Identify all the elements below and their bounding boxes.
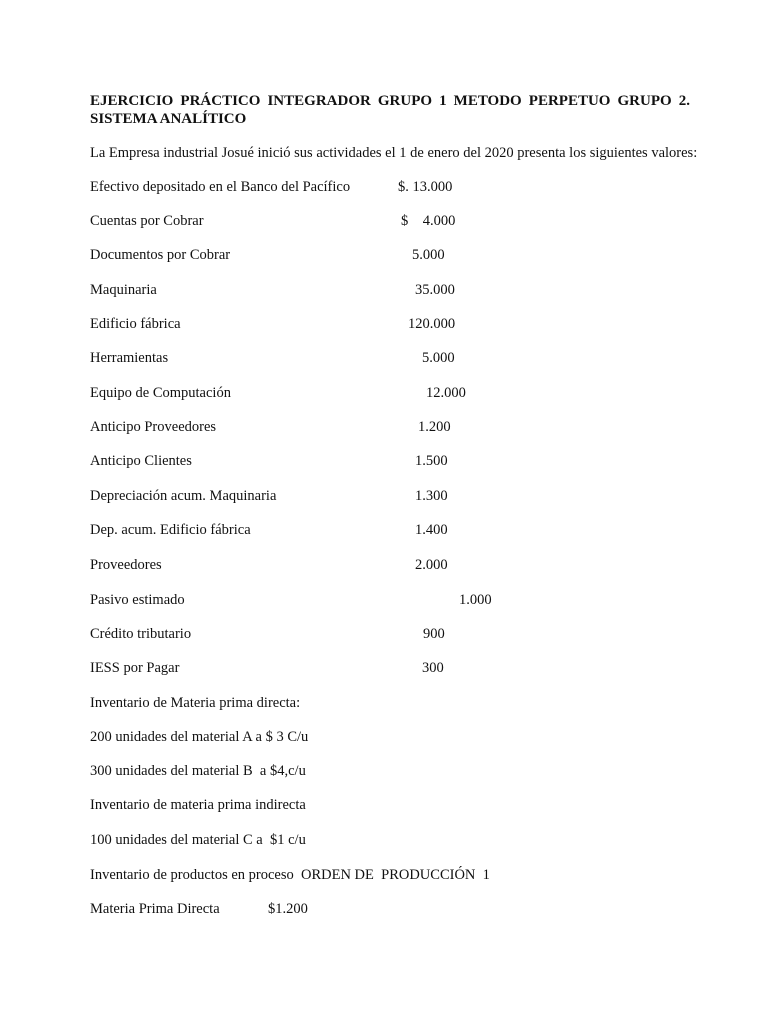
account-value: $ 4.000 — [401, 213, 456, 229]
inventory-line: 200 unidades del material A a $ 3 C/u — [90, 729, 309, 745]
account-label: IESS por Pagar — [90, 660, 180, 676]
materia-prima-label: Materia Prima Directa — [90, 901, 220, 917]
account-value: 300 — [422, 660, 444, 676]
account-value: 1.200 — [418, 419, 451, 435]
account-label: Herramientas — [90, 350, 169, 366]
inventory-line: 300 unidades del material B a $4,c/u — [90, 763, 306, 779]
account-label: Equipo de Computación — [90, 385, 231, 401]
document-title: EJERCICIO PRÁCTICO INTEGRADOR GRUPO 1 METODO PERPETUO GRUPO 2. SISTEMA ANALÍTICO — [90, 93, 690, 127]
account-label: Pasivo estimado — [90, 592, 185, 608]
account-label: Crédito tributario — [90, 626, 192, 642]
account-label: Depreciación acum. Maquinaria — [90, 488, 277, 504]
account-label: Cuentas por Cobrar — [90, 213, 204, 229]
account-value: 2.000 — [415, 557, 448, 573]
inventory-line: Inventario de Materia prima directa: — [90, 695, 301, 711]
account-value: 900 — [423, 626, 445, 642]
account-value: 1.300 — [415, 488, 448, 504]
account-value: 5.000 — [412, 247, 445, 263]
account-value: 120.000 — [408, 316, 456, 332]
inventory-line: Inventario de materia prima indirecta — [90, 797, 306, 813]
account-label: Dep. acum. Edificio fábrica — [90, 522, 251, 538]
account-label: Documentos por Cobrar — [90, 247, 231, 263]
account-value: 35.000 — [415, 282, 455, 298]
intro-paragraph: La Empresa industrial Josué inició sus actividades el 1 de enero del 2020 presenta los siguientes valores: — [90, 145, 698, 161]
account-value: 1.400 — [415, 522, 448, 538]
account-label: Efectivo depositado en el Banco del Pacífico — [90, 179, 351, 195]
materia-prima-value: $1.200 — [268, 901, 308, 917]
account-value: 1.500 — [415, 453, 448, 469]
account-label: Edificio fábrica — [90, 316, 181, 332]
account-label: Anticipo Clientes — [90, 453, 192, 469]
inventory-line: Inventario de productos en proceso ORDEN DE PRODUCCIÓN 1 — [90, 867, 490, 883]
account-value: 1.000 — [459, 592, 492, 608]
inventory-line: 100 unidades del material C a $1 c/u — [90, 832, 306, 848]
account-label: Maquinaria — [90, 282, 157, 298]
account-value: $. 13.000 — [398, 179, 453, 195]
account-value: 12.000 — [426, 385, 466, 401]
account-label: Anticipo Proveedores — [90, 419, 217, 435]
account-label: Proveedores — [90, 557, 162, 573]
account-value: 5.000 — [422, 350, 455, 366]
